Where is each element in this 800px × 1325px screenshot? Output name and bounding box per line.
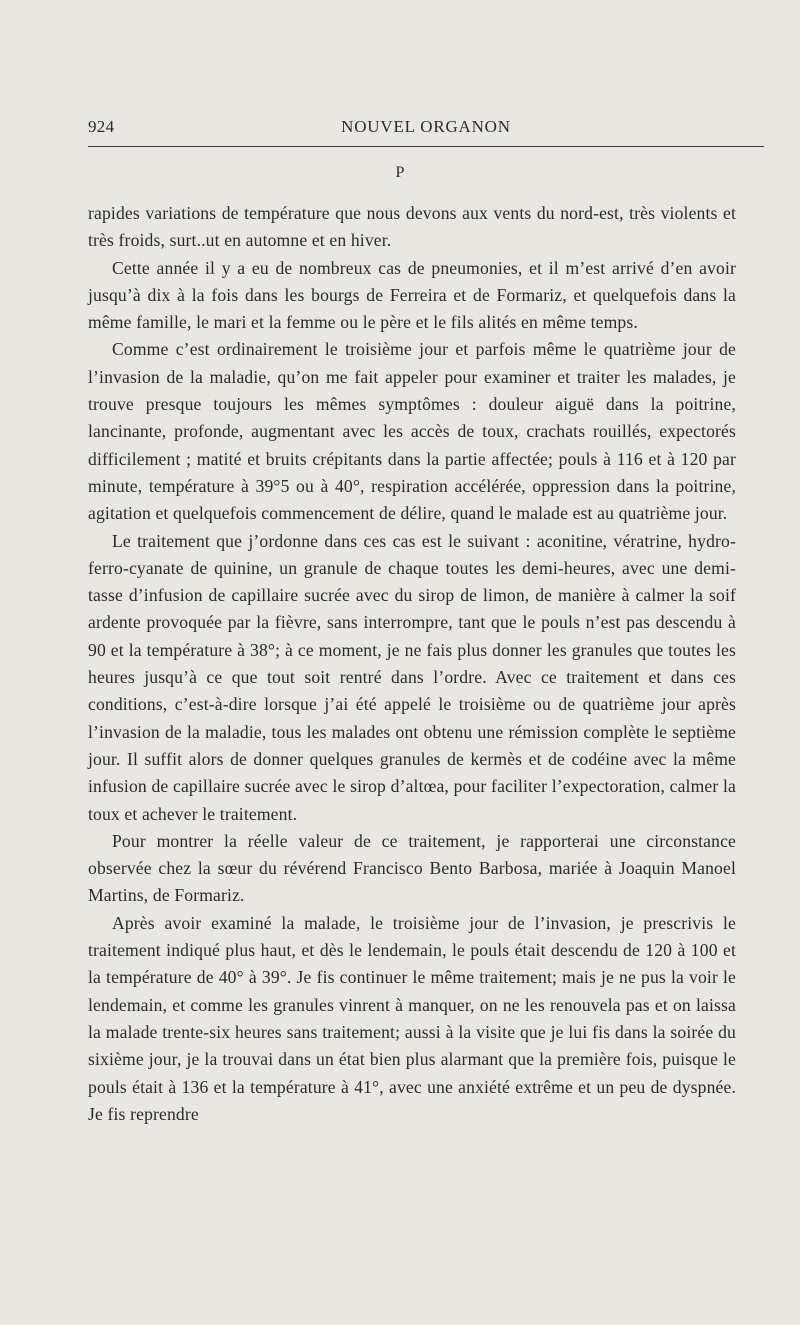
page-number: 924 (88, 117, 115, 136)
paragraph: Après avoir examiné la malade, le troisième jour de l’invasion, je prescrivis le traitement indiqué plus haut, et dès le lendemain, le pouls était descendu de 120 à 100 et la température de 40° à 39°. Je fis continuer le même traitement; mais je ne pus la voir le lendemain, et comme les granules vinrent à manquer, on ne les renouvela pas et on laissa la malade trente-six heures sans traitement; aussi à la visite que je lui fis dans la soirée du sixième jour, je la trouvai dans un état bien plus alarmant que la première fois, puisque le pouls était à 136 et la température à 41°, avec une anxiété extrême et un peu de dyspnée. Je fis reprendre (88, 912, 736, 1124)
section-letter: P (395, 164, 405, 181)
header-rule (88, 146, 764, 147)
paragraph: Pour montrer la réelle valeur de ce traitement, je rapporterai une circonstance observée chez la sœur du révérend Francisco Bento Barbosa, mariée à Joaquin Manoel Martins, de Formariz. (88, 830, 736, 906)
running-title: NOUVEL ORGANON (341, 117, 511, 136)
paragraph: Le traitement que j’ordonne dans ces cas est le suivant : aconitine, vératrine, hydro-ferro-cyanate de quinine, un granule de chaque toutes les demi-heures, avec une demi-tasse d’infusion de capillaire sucrée avec du sirop de limon, de manière à calmer la soif ardente provoquée par la fièvre, sans interrompre, tant que le pouls n’est pas descendu à 90 et la température à 38°; à ce moment, je ne fais plus donner les granules que toutes les heures jusqu’à ce que tout soit rentré dans l’ordre. Avec ce traitement et dans ces conditions, c’est-à-dire lorsque j’ai été appelé le troisième ou de quatrième jour après l’invasion de la maladie, tous les malades ont obtenu une rémission complète le septième jour. Il suffit alors de donner quelques granules de kermès et de codéine avec la même infusion de capillaire sucrée avec le sirop d’altœa, pour faciliter l’expectoration, calmer la toux et achever le traitement. (88, 530, 736, 824)
paragraph-continued: rapides variations de température que nous devons aux vents du nord-est, très violents et très froids, surt..ut en automne et en hiver. (88, 203, 736, 251)
paragraph: Cette année il y a eu de nombreux cas de pneumonies, et il m’est arrivé d’en avoir jusqu’à dix à la fois dans les bourgs de Ferreira et de Formariz, et quelquefois dans la même famille, le mari et la femme ou le père et le fils alités en même temps. (88, 257, 736, 333)
body-text (88, 200, 736, 1128)
paragraph: Comme c’est ordinairement le troisième jour et parfois même le quatrième jour de l’invasion de la maladie, qu’on me fait appeler pour examiner et traiter les malades, je trouve presque toujours les mêmes symptômes : douleur aiguë dans la poitrine, lancinante, profonde, augmentant avec les accès de toux, crachats rouillés, expectorés difficilement ; matité et bruits crépitants dans la partie affectée; pouls à 116 et à 120 par minute, température à 39°5 ou à 40°, respiration accélérée, oppression dans la poitrine, agitation et quelquefois commencement de délire, quand le malade est au quatrième jour. (88, 339, 736, 524)
running-header (88, 117, 764, 141)
